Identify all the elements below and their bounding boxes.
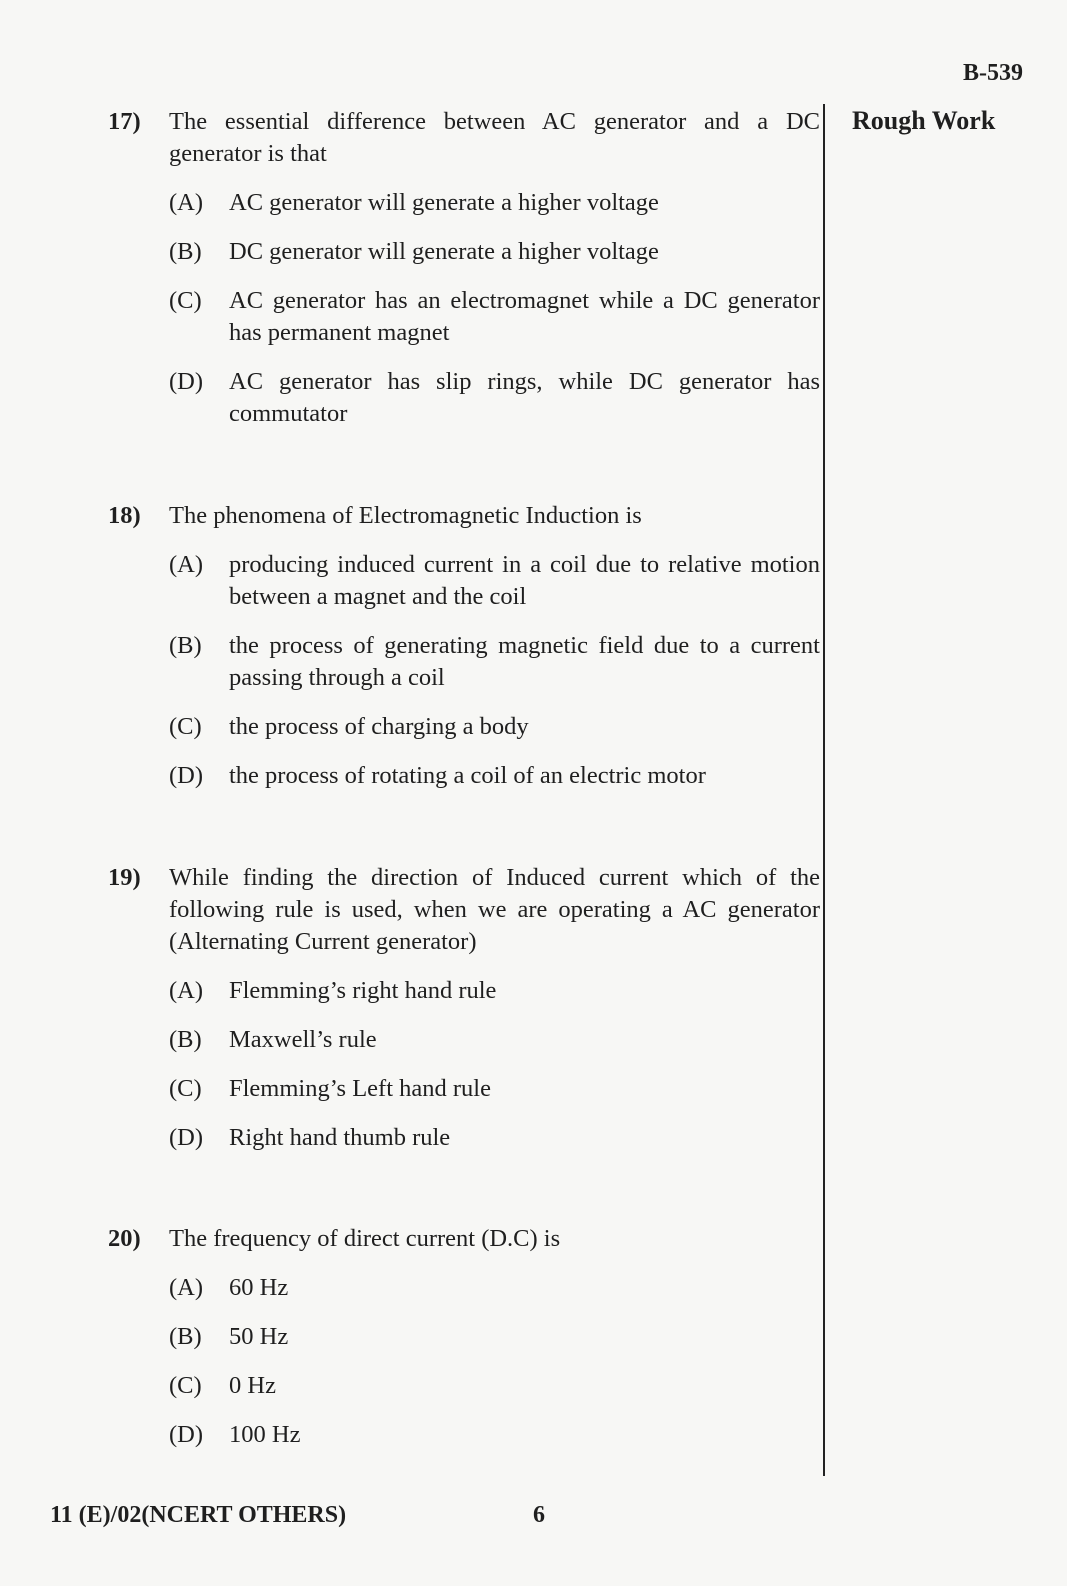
option-label: (C) xyxy=(169,287,202,314)
option-text: Right hand thumb rule xyxy=(229,1124,451,1151)
option-text: AC generator has slip rings, while DC generator has commutator xyxy=(229,368,820,427)
question-18 xyxy=(108,500,820,792)
question-19 xyxy=(108,862,820,1154)
footer-code: 11 (E)/02(NCERT OTHERS) xyxy=(50,1502,347,1528)
option-text: 100 Hz xyxy=(229,1421,301,1448)
option-label: (C) xyxy=(169,713,202,740)
option-text: 0 Hz xyxy=(229,1372,276,1399)
question-number: 18) xyxy=(108,502,141,529)
option-text: the process of rotating a coil of an electric motor xyxy=(229,762,706,789)
page-number: 6 xyxy=(533,1502,545,1528)
option-c xyxy=(108,1073,820,1105)
question-number: 20) xyxy=(108,1225,141,1252)
option-a xyxy=(108,1272,820,1304)
question-stem: The essential difference between AC generator and a DC generator is that xyxy=(169,108,820,167)
option-label: (B) xyxy=(169,1323,202,1350)
option-c xyxy=(108,285,820,349)
option-label: (A) xyxy=(169,977,204,1004)
option-label: (C) xyxy=(169,1372,202,1399)
option-label: (A) xyxy=(169,1274,204,1301)
option-c xyxy=(108,711,820,743)
option-text: 50 Hz xyxy=(229,1323,289,1350)
option-text: producing induced current in a coil due to relative motion between a magnet and the coil xyxy=(229,551,820,610)
option-text: 60 Hz xyxy=(229,1274,289,1301)
option-d xyxy=(108,1419,820,1451)
question-stem: While finding the direction of Induced current which of the following rule is used, when we are operating a AC generator (Alternating Current generator) xyxy=(169,864,820,955)
option-text: AC generator has an electromagnet while a DC generator has permanent magnet xyxy=(229,287,820,346)
option-d xyxy=(108,1122,820,1154)
option-b xyxy=(108,1321,820,1353)
option-label: (D) xyxy=(169,762,204,789)
option-text: the process of generating magnetic field due to a current passing through a coil xyxy=(229,632,820,691)
option-label: (A) xyxy=(169,551,204,578)
option-text: the process of charging a body xyxy=(229,713,529,740)
option-label: (B) xyxy=(169,1026,202,1053)
option-text: AC generator will generate a higher voltage xyxy=(229,189,659,216)
option-a xyxy=(108,975,820,1007)
question-20 xyxy=(108,1223,820,1451)
option-d xyxy=(108,760,820,792)
rough-work-divider xyxy=(823,104,825,1476)
option-c xyxy=(108,1370,820,1402)
option-a xyxy=(108,549,820,613)
question-number: 17) xyxy=(108,108,141,135)
option-text: Maxwell’s rule xyxy=(229,1026,377,1053)
option-label: (D) xyxy=(169,368,204,395)
option-label: (D) xyxy=(169,1421,204,1448)
option-label: (B) xyxy=(169,238,202,265)
option-b xyxy=(108,1024,820,1056)
option-text: Flemming’s Left hand rule xyxy=(229,1075,491,1102)
option-label: (D) xyxy=(169,1124,204,1151)
option-a xyxy=(108,187,820,219)
question-number: 19) xyxy=(108,864,141,891)
rough-work-heading: Rough Work xyxy=(852,106,996,135)
option-label: (A) xyxy=(169,189,204,216)
question-stem: The frequency of direct current (D.C) is xyxy=(169,1225,561,1252)
question-17 xyxy=(108,106,820,430)
option-text: DC generator will generate a higher voltage xyxy=(229,238,659,265)
question-stem: The phenomena of Electromagnetic Induction is xyxy=(169,502,642,529)
option-label: (C) xyxy=(169,1075,202,1102)
option-b xyxy=(108,236,820,268)
option-label: (B) xyxy=(169,632,202,659)
option-text: Flemming’s right hand rule xyxy=(229,977,497,1004)
option-b xyxy=(108,630,820,694)
paper-code: B-539 xyxy=(963,60,1023,86)
option-d xyxy=(108,366,820,430)
